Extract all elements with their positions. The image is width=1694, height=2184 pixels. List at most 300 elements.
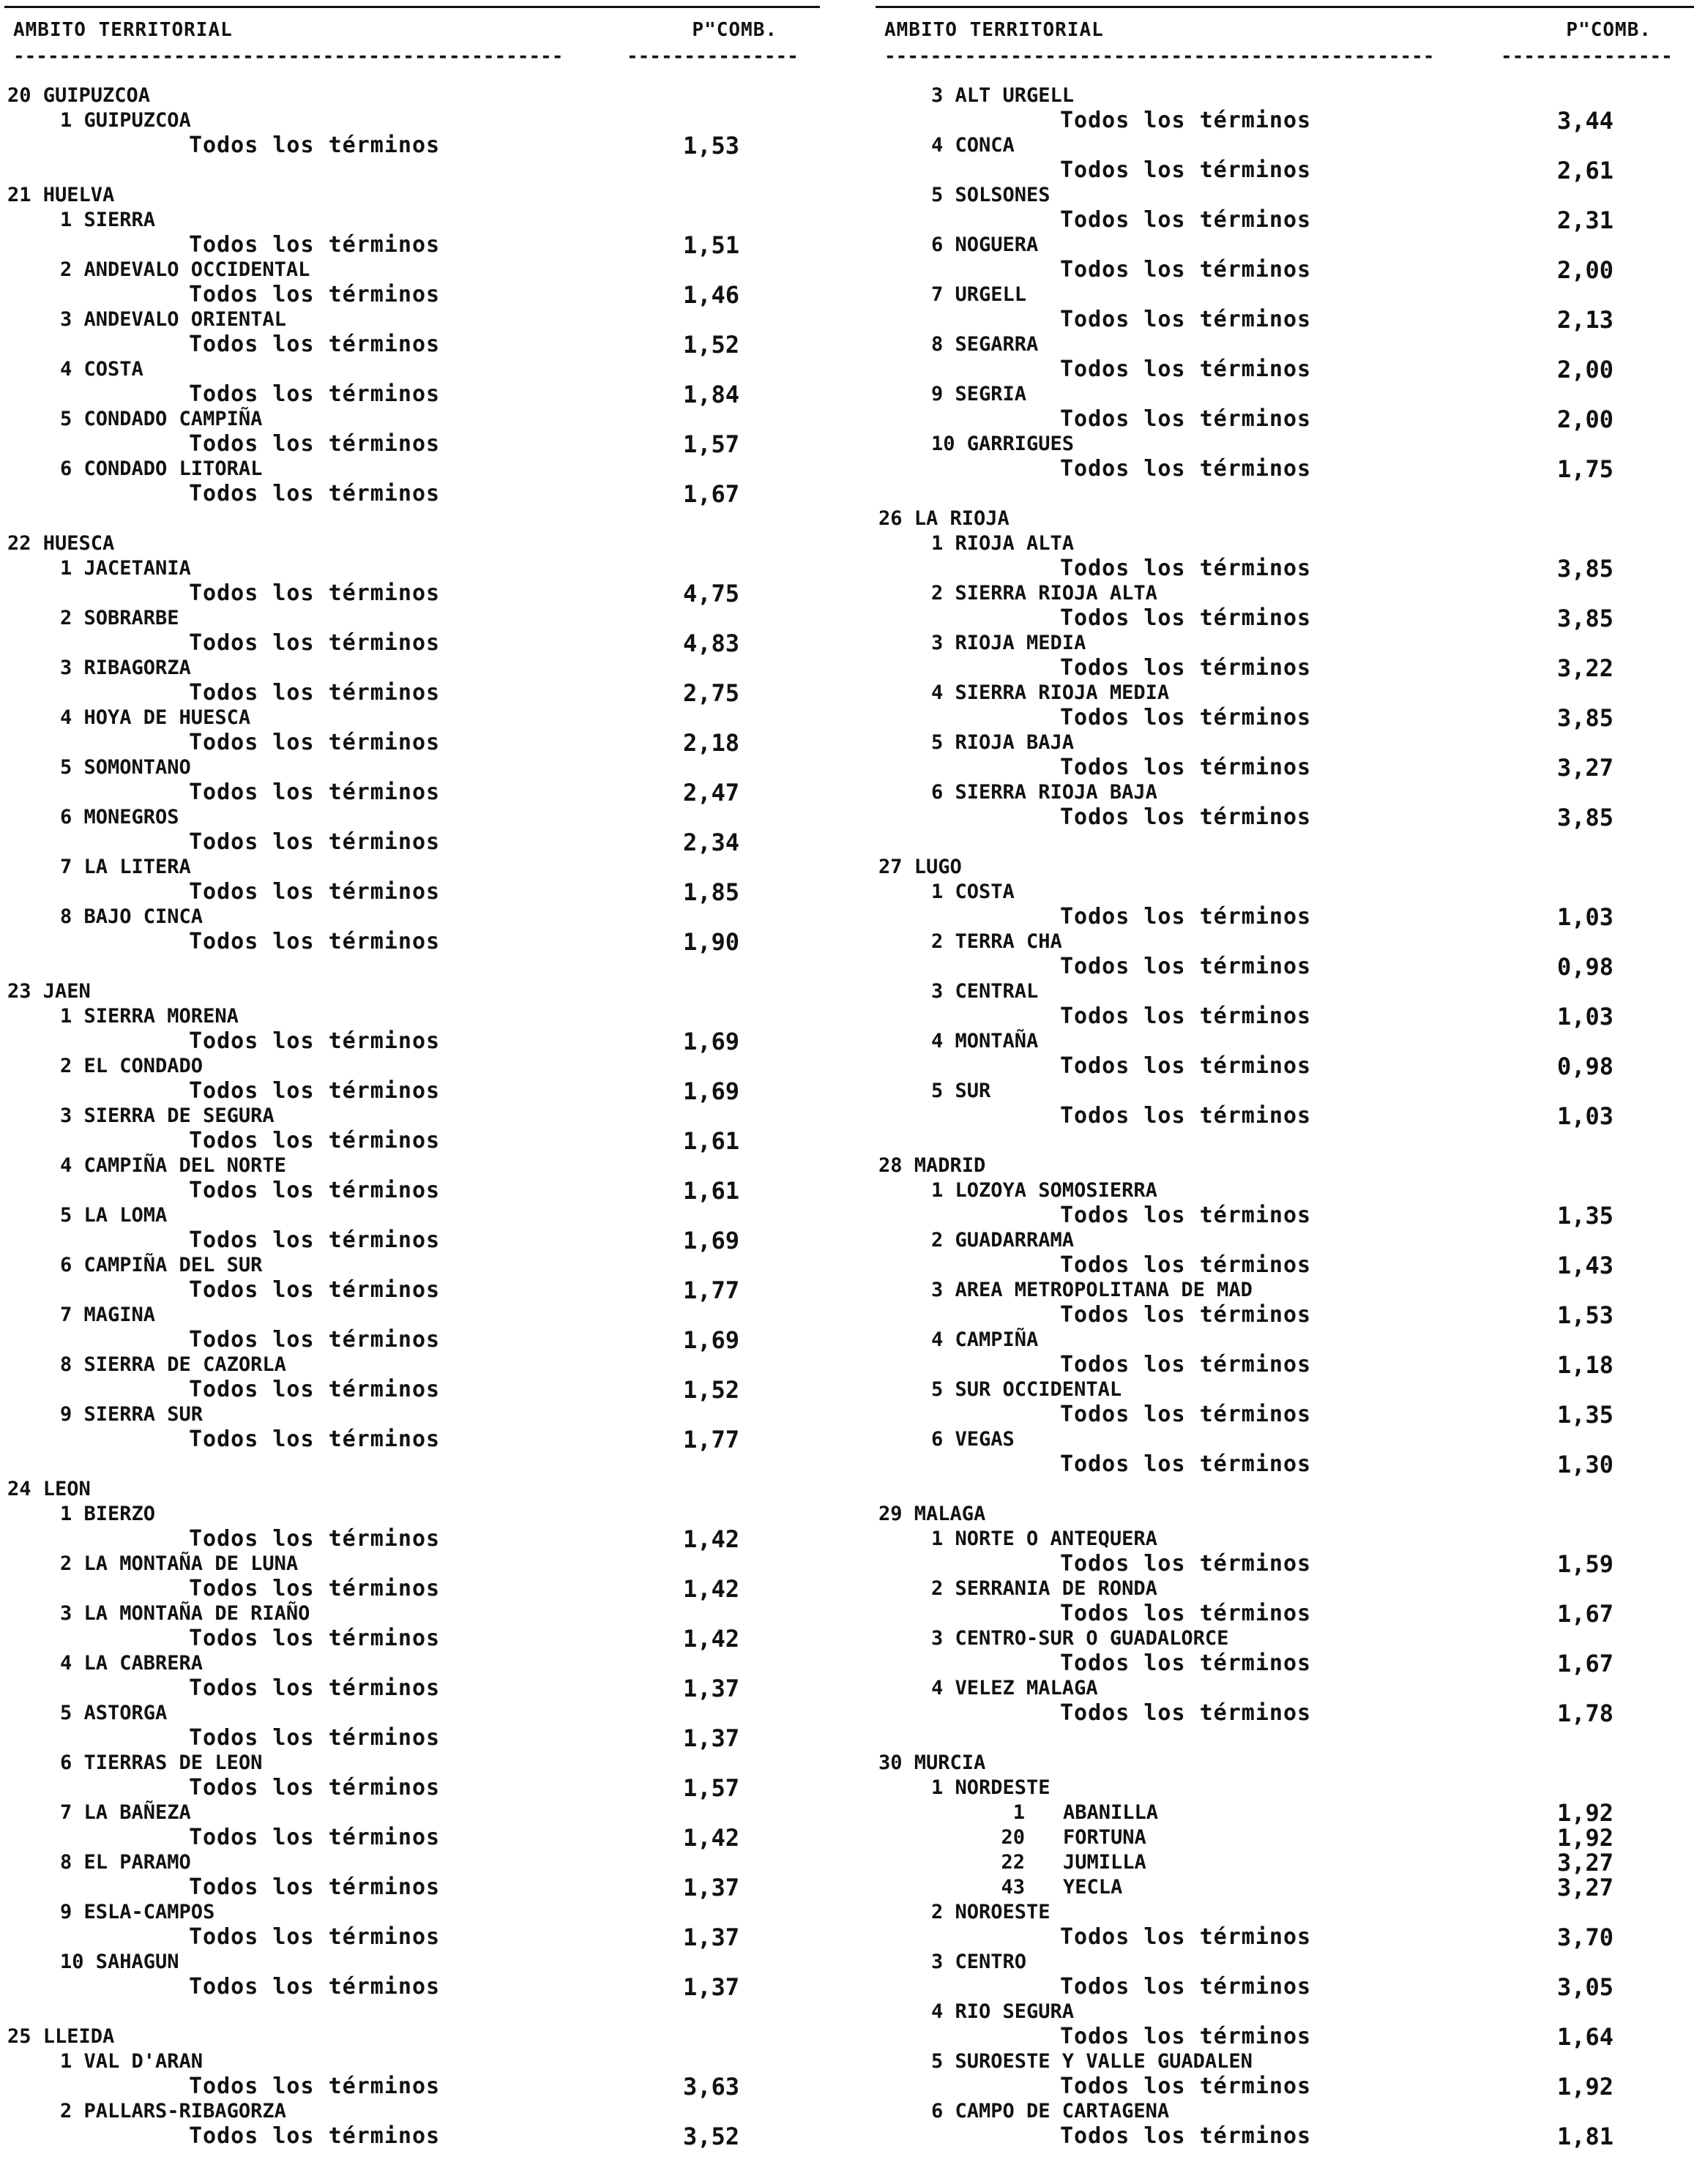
term-label: Todos los términos bbox=[189, 1924, 441, 1950]
pcomb-value: 1,35 bbox=[1556, 1202, 1613, 1230]
term-label: Todos los términos bbox=[189, 1626, 441, 1651]
term-label: Todos los términos bbox=[1060, 356, 1312, 382]
term-label: Todos los términos bbox=[1060, 406, 1312, 432]
comarca-name: 2 GUADARRAMA bbox=[931, 1229, 1075, 1252]
table-row bbox=[871, 2124, 1694, 2149]
pcomb-value: 1,69 bbox=[682, 1326, 739, 1354]
section-gap bbox=[0, 954, 820, 979]
table-row bbox=[871, 1601, 1694, 1626]
term-label: Todos los términos bbox=[1060, 1974, 1312, 2000]
ambito-header: AMBITO TERRITORIAL bbox=[13, 19, 233, 41]
table-row bbox=[871, 606, 1694, 631]
pcomb-value: 1,53 bbox=[682, 132, 739, 160]
pcomb-value: 4,75 bbox=[682, 580, 739, 607]
comarca-name: 5 SOMONTANO bbox=[60, 756, 191, 779]
table-row bbox=[871, 1054, 1694, 1079]
table-row bbox=[0, 1178, 820, 1203]
pcomb-value: 1,78 bbox=[1556, 1699, 1613, 1727]
table-row bbox=[871, 755, 1694, 780]
comarca-name: 4 RIO SEGURA bbox=[931, 2000, 1075, 2023]
table-row bbox=[0, 2124, 820, 2149]
term-label: Todos los términos bbox=[189, 1327, 441, 1353]
pcomb-value: 1,57 bbox=[682, 1774, 739, 1802]
table-row bbox=[871, 656, 1694, 681]
table-row bbox=[871, 556, 1694, 581]
pcomb-value: 1,35 bbox=[1556, 1401, 1613, 1429]
table-row bbox=[871, 158, 1694, 183]
pcomb-value: 2,34 bbox=[682, 829, 739, 856]
table-row bbox=[0, 482, 820, 506]
pcomb-value: 1,03 bbox=[1556, 1003, 1613, 1031]
term-label: Todos los términos bbox=[1060, 655, 1312, 681]
comarca-name: 2 SOBRARBE bbox=[60, 607, 179, 629]
term-label: Todos los términos bbox=[189, 1825, 441, 1850]
term-label: Todos los términos bbox=[1060, 1252, 1312, 1278]
municipio-name: FORTUNA bbox=[1063, 1826, 1146, 1849]
pcomb-value: 3,27 bbox=[1556, 754, 1613, 782]
comarca-name: 4 SIERRA RIOJA MEDIA bbox=[931, 681, 1170, 704]
comarca-name: 1 JACETANIA bbox=[60, 557, 191, 580]
table-row bbox=[871, 1104, 1694, 1129]
term-label: Todos los términos bbox=[189, 1775, 441, 1800]
term-label: Todos los términos bbox=[1060, 1650, 1312, 1676]
comarca-name: 4 LA CABRERA bbox=[60, 1652, 204, 1675]
comarca-name: 7 LA LITERA bbox=[60, 856, 191, 878]
table-row bbox=[871, 307, 1694, 332]
table-row bbox=[0, 681, 820, 706]
comarca-name: 5 ASTORGA bbox=[60, 1702, 168, 1724]
comarca-name: 2 SIERRA RIOJA ALTA bbox=[931, 582, 1157, 605]
province-title: 23 JAEN bbox=[7, 980, 91, 1003]
pcomb-value: 1,92 bbox=[1556, 1824, 1613, 1852]
term-label: Todos los términos bbox=[1060, 954, 1312, 979]
comarca-name: 1 BIERZO bbox=[60, 1503, 156, 1525]
table-row bbox=[0, 1626, 820, 1651]
comarca-name: 6 MONEGROS bbox=[60, 806, 179, 829]
pcomb-value: 1,43 bbox=[1556, 1252, 1613, 1279]
header-underline: ------------------------------------------------ bbox=[13, 45, 564, 67]
comarca-name: 4 CONCA bbox=[931, 134, 1015, 157]
municipio-number: 20 bbox=[1001, 1826, 1025, 1849]
comarca-name: 5 SUR OCCIDENTAL bbox=[931, 1378, 1122, 1401]
pcomb-value: 2,00 bbox=[1556, 356, 1613, 384]
municipio-row bbox=[871, 1800, 1694, 1825]
term-label: Todos los términos bbox=[189, 1377, 441, 1402]
comarca-name: 8 BAJO CINCA bbox=[60, 905, 204, 928]
table-row bbox=[871, 706, 1694, 730]
comarca-name: 1 LOZOYA SOMOSIERRA bbox=[931, 1179, 1157, 1202]
pcomb-value: 2,00 bbox=[1556, 405, 1613, 433]
table-row bbox=[0, 1029, 820, 1054]
pcomb-value: 1,67 bbox=[1556, 1600, 1613, 1628]
comarca-name: 4 COSTA bbox=[60, 358, 143, 381]
pcomb-value: 1,64 bbox=[1556, 2023, 1613, 2051]
comarca-name: 3 SIERRA DE SEGURA bbox=[60, 1104, 275, 1127]
pcomb-value: 1,77 bbox=[682, 1426, 739, 1454]
term-label: Todos los términos bbox=[189, 1178, 441, 1203]
section-gap bbox=[871, 1726, 1694, 1751]
table-row bbox=[871, 2074, 1694, 2099]
table-row bbox=[0, 1875, 820, 1900]
table-row bbox=[0, 1577, 820, 1601]
pcomb-value: 2,75 bbox=[682, 679, 739, 707]
pcomb-value: 1,37 bbox=[682, 1874, 739, 1901]
section-gap bbox=[0, 2000, 820, 2024]
term-label: Todos los términos bbox=[189, 879, 441, 905]
term-label: Todos los términos bbox=[189, 481, 441, 506]
comarca-name: 6 CAMPIÑA DEL SUR bbox=[60, 1254, 263, 1276]
comarca-name: 1 NORTE O ANTEQUERA bbox=[931, 1527, 1157, 1550]
term-label: Todos los términos bbox=[1060, 1003, 1312, 1029]
pcomb-value: 2,47 bbox=[682, 779, 739, 807]
term-label: Todos los términos bbox=[189, 1675, 441, 1701]
comarca-name: 3 AREA METROPOLITANA DE MAD bbox=[931, 1279, 1253, 1301]
table-row bbox=[0, 283, 820, 307]
term-label: Todos los términos bbox=[189, 1277, 441, 1303]
term-label: Todos los términos bbox=[189, 431, 441, 457]
term-label: Todos los términos bbox=[1060, 257, 1312, 283]
municipio-row bbox=[871, 1875, 1694, 1900]
comarca-name: 2 NOROESTE bbox=[931, 1901, 1051, 1923]
comarca-name: 6 CONDADO LITORAL bbox=[60, 457, 263, 480]
comarca-name: 3 LA MONTAÑA DE RIAÑO bbox=[60, 1602, 310, 1625]
term-label: Todos los términos bbox=[189, 1426, 441, 1452]
term-label: Todos los términos bbox=[1060, 1203, 1312, 1228]
province-title: 30 MURCIA bbox=[878, 1751, 986, 1774]
comarca-name: 5 SUROESTE Y VALLE GUADALEN bbox=[931, 2050, 1253, 2073]
pcomb-value: 1,42 bbox=[682, 1525, 739, 1553]
pcomb-value: 1,42 bbox=[682, 1575, 739, 1603]
table-row bbox=[0, 133, 820, 158]
table-row bbox=[871, 1004, 1694, 1029]
table-row bbox=[0, 930, 820, 954]
province-title: 21 HUELVA bbox=[7, 184, 115, 206]
comarca-name: 1 SIERRA bbox=[60, 209, 156, 231]
table-row bbox=[871, 1975, 1694, 2000]
municipio-number: 1 bbox=[1012, 1801, 1025, 1824]
term-label: Todos los términos bbox=[1060, 804, 1312, 830]
pcomb-value: 3,27 bbox=[1556, 1849, 1613, 1877]
comarca-name: 5 SOLSONES bbox=[931, 184, 1051, 206]
term-label: Todos los términos bbox=[1060, 605, 1312, 631]
term-label: Todos los términos bbox=[189, 1725, 441, 1751]
term-label: Todos los términos bbox=[1060, 705, 1312, 730]
pcomb-value: 1,57 bbox=[682, 430, 739, 458]
pcomb-value: 2,13 bbox=[1556, 306, 1613, 334]
term-label: Todos los términos bbox=[1060, 2123, 1312, 2149]
table-row bbox=[0, 880, 820, 905]
pcomb-value: 2,61 bbox=[1556, 157, 1613, 184]
term-label: Todos los términos bbox=[1060, 157, 1312, 183]
pcomb-underline: --------------- bbox=[1501, 45, 1673, 67]
table-row bbox=[871, 1203, 1694, 1228]
comarca-name: 1 COSTA bbox=[931, 880, 1015, 903]
comarca-name: 6 CAMPO DE CARTAGENA bbox=[931, 2100, 1170, 2123]
table-row bbox=[871, 1452, 1694, 1477]
pcomb-value: 1,75 bbox=[1556, 455, 1613, 483]
comarca-name: 6 TIERRAS DE LEON bbox=[60, 1751, 263, 1774]
term-label: Todos los términos bbox=[189, 1526, 441, 1552]
comarca-name: 4 CAMPIÑA bbox=[931, 1328, 1039, 1351]
pcomb-value: 1,18 bbox=[1556, 1351, 1613, 1379]
top-rule bbox=[4, 6, 820, 8]
table-row bbox=[871, 1552, 1694, 1577]
comarca-name: 1 VAL D'ARAN bbox=[60, 2050, 204, 2073]
pcomb-underline: --------------- bbox=[627, 45, 799, 67]
term-label: Todos los términos bbox=[189, 1227, 441, 1253]
term-label: Todos los términos bbox=[189, 332, 441, 357]
pcomb-value: 3,85 bbox=[1556, 555, 1613, 583]
term-label: Todos los términos bbox=[189, 1874, 441, 1900]
term-label: Todos los términos bbox=[1060, 1402, 1312, 1427]
term-label: Todos los términos bbox=[1060, 307, 1312, 332]
pcomb-value: 3,52 bbox=[682, 2123, 739, 2150]
term-label: Todos los términos bbox=[189, 630, 441, 656]
comarca-name: 5 SUR bbox=[931, 1080, 991, 1102]
term-label: Todos los términos bbox=[189, 282, 441, 307]
comarca-name: 2 ANDEVALO OCCIDENTAL bbox=[60, 258, 310, 281]
province-title: 27 LUGO bbox=[878, 856, 962, 878]
pcomb-value: 1,90 bbox=[682, 928, 739, 956]
pcomb-value: 3,27 bbox=[1556, 1874, 1613, 1901]
ambito-header: AMBITO TERRITORIAL bbox=[884, 19, 1104, 41]
comarca-name: 7 LA BAÑEZA bbox=[60, 1801, 191, 1824]
term-label: Todos los términos bbox=[189, 580, 441, 606]
term-label: Todos los términos bbox=[189, 2123, 441, 2149]
section-gap bbox=[871, 482, 1694, 506]
pcomb-value: 1,37 bbox=[682, 1923, 739, 1951]
table-row bbox=[0, 1975, 820, 2000]
pcomb-value: 1,37 bbox=[682, 1724, 739, 1752]
table-row bbox=[0, 1328, 820, 1353]
comarca-name: 2 EL CONDADO bbox=[60, 1055, 204, 1077]
comarca-name: 7 URGELL bbox=[931, 283, 1027, 306]
top-rule bbox=[876, 6, 1694, 8]
term-label: Todos los términos bbox=[1060, 2024, 1312, 2049]
comarca-name: 3 ALT URGELL bbox=[931, 84, 1075, 107]
term-label: Todos los términos bbox=[1060, 2073, 1312, 2099]
table-row bbox=[0, 1776, 820, 1800]
term-label: Todos los términos bbox=[1060, 556, 1312, 581]
province-title: 20 GUIPUZCOA bbox=[7, 84, 151, 107]
table-row bbox=[871, 954, 1694, 979]
table-row bbox=[0, 1726, 820, 1751]
comarca-name: 4 VELEZ MALAGA bbox=[931, 1677, 1098, 1699]
table-row bbox=[0, 233, 820, 258]
municipio-row bbox=[871, 1850, 1694, 1875]
pcomb-value: 3,22 bbox=[1556, 654, 1613, 682]
comarca-name: 2 LA MONTAÑA DE LUNA bbox=[60, 1552, 299, 1575]
pcomb-value: 3,85 bbox=[1556, 804, 1613, 831]
term-label: Todos los términos bbox=[189, 1576, 441, 1601]
comarca-name: 2 TERRA CHA bbox=[931, 930, 1062, 953]
term-label: Todos los términos bbox=[1060, 207, 1312, 233]
term-label: Todos los términos bbox=[1060, 755, 1312, 780]
pcomb-value: 1,52 bbox=[682, 1376, 739, 1404]
section-gap bbox=[871, 830, 1694, 855]
pcomb-value: 1,42 bbox=[682, 1625, 739, 1653]
table-row bbox=[871, 1701, 1694, 1726]
table-row bbox=[871, 258, 1694, 283]
pcomb-value: 1,42 bbox=[682, 1824, 739, 1852]
table-row bbox=[0, 830, 820, 855]
province-title: 25 LLEIDA bbox=[7, 2025, 115, 2048]
pcomb-value: 3,05 bbox=[1556, 1973, 1613, 2001]
comarca-name: 10 SAHAGUN bbox=[60, 1951, 179, 1973]
comarca-name: 6 SIERRA RIOJA BAJA bbox=[931, 781, 1157, 804]
term-label: Todos los términos bbox=[1060, 1551, 1312, 1577]
table-row bbox=[871, 905, 1694, 930]
pcomb-value: 1,30 bbox=[1556, 1451, 1613, 1478]
table-row bbox=[0, 1278, 820, 1303]
comarca-name: 2 SERRANIA DE RONDA bbox=[931, 1577, 1157, 1600]
pcomb-value: 3,85 bbox=[1556, 704, 1613, 732]
comarca-name: 8 EL PARAMO bbox=[60, 1851, 191, 1874]
term-label: Todos los términos bbox=[1060, 1103, 1312, 1129]
section-gap bbox=[0, 1452, 820, 1477]
comarca-name: 9 SEGRIA bbox=[931, 383, 1027, 405]
comarca-name: 7 MAGINA bbox=[60, 1304, 156, 1326]
pcomb-value: 1,52 bbox=[682, 331, 739, 359]
comarca-name: 5 RIOJA BAJA bbox=[931, 731, 1075, 754]
table-row bbox=[0, 382, 820, 407]
term-label: Todos los términos bbox=[1060, 1451, 1312, 1477]
comarca-name: 4 MONTAÑA bbox=[931, 1030, 1039, 1052]
pcomb-value: 1,03 bbox=[1556, 903, 1613, 931]
table-row bbox=[0, 1925, 820, 1950]
table-body bbox=[0, 83, 820, 2149]
term-label: Todos los términos bbox=[189, 730, 441, 755]
pcomb-value: 1,81 bbox=[1556, 2123, 1613, 2150]
pcomb-value: 2,31 bbox=[1556, 206, 1613, 234]
table-row bbox=[871, 1353, 1694, 1377]
term-label: Todos los términos bbox=[1060, 1700, 1312, 1726]
comarca-name: 9 ESLA-CAMPOS bbox=[60, 1901, 215, 1923]
pcomb-value: 4,83 bbox=[682, 629, 739, 657]
table-row bbox=[0, 581, 820, 606]
comarca-name: 4 CAMPIÑA DEL NORTE bbox=[60, 1154, 286, 1177]
pcomb-value: 1,85 bbox=[682, 878, 739, 906]
table-row bbox=[871, 1925, 1694, 1950]
province-title: 24 LEON bbox=[7, 1478, 91, 1500]
table-row bbox=[0, 730, 820, 755]
term-label: Todos los términos bbox=[189, 829, 441, 855]
term-label: Todos los términos bbox=[189, 2073, 441, 2099]
municipio-name: YECLA bbox=[1063, 1876, 1123, 1899]
table-row bbox=[871, 407, 1694, 432]
province-title: 28 MADRID bbox=[878, 1154, 986, 1177]
comarca-name: 1 RIOJA ALTA bbox=[931, 532, 1075, 555]
pcomb-header: P"COMB. bbox=[1566, 19, 1652, 41]
comarca-name: 5 LA LOMA bbox=[60, 1204, 168, 1227]
term-label: Todos los términos bbox=[1060, 1053, 1312, 1079]
section-gap bbox=[0, 158, 820, 183]
pcomb-header: P"COMB. bbox=[692, 19, 777, 41]
pcomb-value: 1,37 bbox=[682, 1675, 739, 1702]
pcomb-value: 1,77 bbox=[682, 1276, 739, 1304]
comarca-name: 1 NORDESTE bbox=[931, 1776, 1051, 1799]
pcomb-value: 1,67 bbox=[1556, 1650, 1613, 1678]
comarca-name: 6 NOGUERA bbox=[931, 233, 1039, 256]
term-label: Todos los términos bbox=[189, 779, 441, 805]
pcomb-value: 3,44 bbox=[1556, 107, 1613, 135]
comarca-name: 8 SEGARRA bbox=[931, 333, 1039, 356]
pcomb-value: 1,53 bbox=[1556, 1301, 1613, 1329]
table-row bbox=[0, 2074, 820, 2099]
table-row bbox=[0, 1825, 820, 1850]
pcomb-value: 0,98 bbox=[1556, 1052, 1613, 1080]
term-label: Todos los términos bbox=[189, 232, 441, 258]
table-row bbox=[0, 1129, 820, 1153]
term-label: Todos los términos bbox=[189, 1078, 441, 1104]
table-row bbox=[871, 357, 1694, 382]
term-label: Todos los términos bbox=[1060, 904, 1312, 930]
table-row bbox=[871, 1303, 1694, 1328]
table-body bbox=[871, 83, 1694, 2149]
comarca-name: 1 GUIPUZCOA bbox=[60, 109, 191, 132]
comarca-name: 3 RIBAGORZA bbox=[60, 657, 191, 679]
pcomb-value: 1,69 bbox=[682, 1227, 739, 1254]
term-label: Todos los términos bbox=[189, 132, 441, 158]
comarca-name: 3 CENTRAL bbox=[931, 980, 1039, 1003]
term-label: Todos los términos bbox=[1060, 1302, 1312, 1328]
comarca-name: 3 ANDEVALO ORIENTAL bbox=[60, 308, 286, 331]
comarca-name: 10 GARRIGUES bbox=[931, 433, 1075, 455]
pcomb-value: 1,92 bbox=[1556, 1799, 1613, 1827]
comarca-name: 1 SIERRA MORENA bbox=[60, 1005, 239, 1028]
municipio-name: JUMILLA bbox=[1063, 1851, 1146, 1874]
pcomb-value: 3,85 bbox=[1556, 605, 1613, 632]
term-label: Todos los términos bbox=[1060, 456, 1312, 482]
pcomb-value: 2,18 bbox=[682, 729, 739, 757]
pcomb-value: 0,98 bbox=[1556, 953, 1613, 981]
term-label: Todos los términos bbox=[1060, 1352, 1312, 1377]
term-label: Todos los términos bbox=[189, 1128, 441, 1153]
table-row bbox=[871, 805, 1694, 830]
pcomb-value: 1,84 bbox=[682, 381, 739, 408]
comarca-name: 2 PALLARS-RIBAGORZA bbox=[60, 2100, 286, 2123]
municipio-number: 22 bbox=[1001, 1851, 1025, 1874]
comarca-name: 8 SIERRA DE CAZORLA bbox=[60, 1353, 286, 1376]
pcomb-value: 1,67 bbox=[682, 480, 739, 508]
pcomb-value: 3,63 bbox=[682, 2073, 739, 2101]
pcomb-value: 1,46 bbox=[682, 281, 739, 309]
pcomb-value: 1,51 bbox=[682, 231, 739, 259]
table-row bbox=[871, 1651, 1694, 1676]
term-label: Todos los términos bbox=[189, 381, 441, 407]
comarca-name: 4 HOYA DE HUESCA bbox=[60, 706, 251, 729]
table-row bbox=[0, 1427, 820, 1452]
comarca-name: 5 CONDADO CAMPIÑA bbox=[60, 408, 263, 430]
pcomb-value: 3,70 bbox=[1556, 1923, 1613, 1951]
table-row bbox=[0, 432, 820, 457]
municipio-name: ABANILLA bbox=[1063, 1801, 1159, 1824]
comarca-name: 3 RIOJA MEDIA bbox=[931, 632, 1086, 654]
table-row bbox=[871, 2024, 1694, 2049]
municipio-row bbox=[871, 1825, 1694, 1850]
province-title: 22 HUESCA bbox=[7, 532, 115, 555]
table-row bbox=[0, 1228, 820, 1253]
pcomb-value: 1,59 bbox=[1556, 1550, 1613, 1578]
term-label: Todos los términos bbox=[189, 929, 441, 954]
table-row bbox=[871, 1402, 1694, 1427]
comarca-name: 3 CENTRO bbox=[931, 1951, 1027, 1973]
header-underline: ------------------------------------------------ bbox=[884, 45, 1435, 67]
pcomb-value: 1,69 bbox=[682, 1077, 739, 1105]
table-row bbox=[0, 332, 820, 357]
table-row bbox=[0, 1676, 820, 1701]
table-row bbox=[0, 631, 820, 656]
